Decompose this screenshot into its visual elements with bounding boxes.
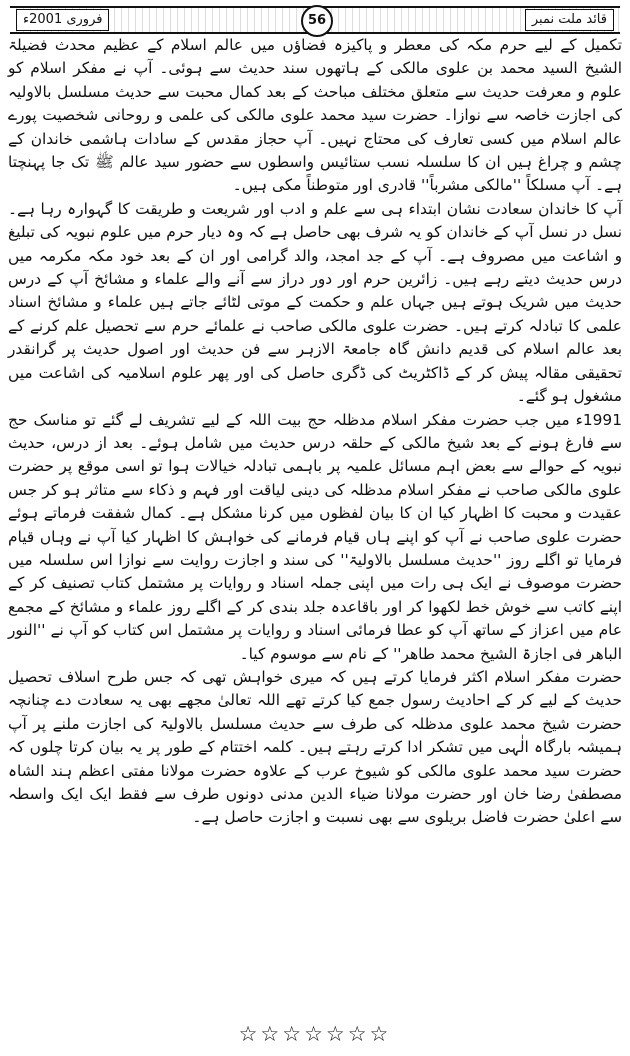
end-stars: ☆☆☆☆☆☆☆ <box>238 1022 392 1046</box>
article-paragraph-3: 1991ء میں جب حضرت مفکر اسلام مدظلہ حج بیت اللہ کے لیے تشریف لے گئے تو مناسک حج سے فارغ ہونے کے بعد شیخ مالکی کے حلقہ درس حدیث میں شامل ہوئے۔ بعد از درس، حدیث نبویہ کے حوالے سے بعض اہم مسائل علمیہ پر باہمی تبادلہ خیالات ہوا تو اسی موقع پر حضرت علوی مالکی صاحب نے مفکر اسلام مدظلہ کی دینی لیاقت اور فہم و ذکاء سے متاثر ہو کر جس عقیدت و محبت کا اظہار کیا ان کا بیان لفظوں میں کرنا مشکل ہے۔ کمال شفقت فرماتے ہوئے حضرت علوی صاحب نے آپ کو اپنے ہاں قیام فرمانے کی خواہش کا اظہار کیا آپ نے وہاں قیام فرمایا تو اگلے روز ''حدیث مسلسل بالاولیۃ'' کی سند و اجازت روایت سے نوازا اس سلسلہ میں حضرت موصوف نے ایک ہی رات میں اپنی جملہ اسناد و روایات پر مشتمل کتاب تصنیف کر کے اپنے کاتب سے خوش خط لکھوا کر اور باقاعدہ جلد بندی کر کے اگلے روز علماء و مشائخ کے مجمع عام میں اعزاز کے ساتھ آپ کو عطا فرمائی اسناد و روایات پر مشتمل اس کتاب کو آپ نے ''النور الباھر فی اجازۃ الشیخ محمد طاھر'' کے نام سے موسوم کیا۔ <box>8 410 622 663</box>
issue-date: فروری 2001ء <box>16 9 109 31</box>
article-paragraph-2: آپ کا خاندان سعادت نشان ابتداء ہی سے علم و ادب اور شریعت و طریقت کا گہوارہ رہا ہے۔ نسل در نسل آپ کے خاندان کو یہ شرف بھی حاصل ہے کہ وہ دیار حرم میں علوم نبویہ کی تبلیغ و اشاعت میں مصروف ہے۔ آپ کے جد امجد، والد گرامی اور ان کے بعد خود مکہ مکرمہ میں درس حدیث دیتے رہے ہیں۔ زائرین حرم اور دور دراز سے آنے والے علماء و مشائخ آپ کے درس حدیث میں شریک ہوتے ہیں جہاں علم و حکمت کے موتی لٹائے جاتے ہیں علماء و مشائخ اسناد علمی کا تبادلہ کرتے ہیں۔ حضرت علوی مالکی صاحب نے علمائے حرم سے تحصیل علم کرنے کے بعد عالم اسلام کی قدیم دانش گاہ جامعۃ الازہر سے فن حدیث اور اصول حدیث پر گرانقدر تحقیقی مقالہ پیش کر کے ڈاکٹریٹ کی ڈگری حاصل کی اور پھر علوم اسلامیہ کی اشاعت میں مشغول ہو گئے۔ <box>8 199 622 406</box>
page-number: 56 <box>301 5 333 37</box>
article-paragraph-1: تکمیل کے لیے حرم مکہ کی معطر و پاکیزہ فضاؤں میں عالم اسلام کے عظیم محدث فضیلۃ الشیخ السید محمد بن علوی مالکی کے ہاتھوں سند حدیث سے ہوئی۔ آپ نے مفکر اسلام کو علوم و معرفت حدیث سے متعلق مختلف مباحث کے بعد کمال محبت سے حدیث مسلسل بالاولیہ کی اجازت خاصہ سے نوازا۔ حضرت سید محمد علوی مالکی کی علمی و روحانی شخصیت پورے عالم اسلام میں کسی تعارف کی محتاج نہیں۔ آپ حجاز مقدس کے سادات ہاشمی خاندان کے چشم و چراغ ہیں ان کا سلسلہ نسب ستائیس واسطوں سے حضور سید عالم ﷺ تک جا پہنچتا ہے۔ آپ مسلکاً ''مالکی مشرباً'' قادری اور متوطناً مکی ہیں۔ <box>8 36 622 195</box>
article-paragraph-4: حضرت مفکر اسلام اکثر فرمایا کرتے ہیں کہ میری خواہش تھی کہ جس طرح اسلاف تحصیل حدیث کے لیے کر کے احادیث رسول جمع کیا کرتے تھے اللہ تعالیٰ مجھے بھی یہ سعادت دے چنانچہ حضرت شیخ محمد علوی مدظلہ کی طرف سے حدیث مسلسل بالاولیۃ کی اجازت ملنے پر آپ ہمیشہ بارگاہ الٰہی میں تشکر ادا کرتے رہتے ہیں۔ کلمہ اختتام کے طور پر یہ بیان کرتا چلوں کہ حضرت سید محمد علوی مالکی کو شیوخ عرب کے علاوہ حضرت مولانا مفتی اعظم ہند الشاہ مصطفیٰ رضا خان اور حضرت مولانا ضیاء الدین مدنی دونوں طرف سے فقط ایک ایک واسطہ سے اعلیٰ حضرت فاضل بریلوی سے بھی نسبت و اجازت حاصل ہے۔ <box>8 667 622 827</box>
magazine-title: قائد ملت نمبر <box>525 9 614 31</box>
article-body <box>8 34 622 830</box>
page-header <box>10 6 620 34</box>
